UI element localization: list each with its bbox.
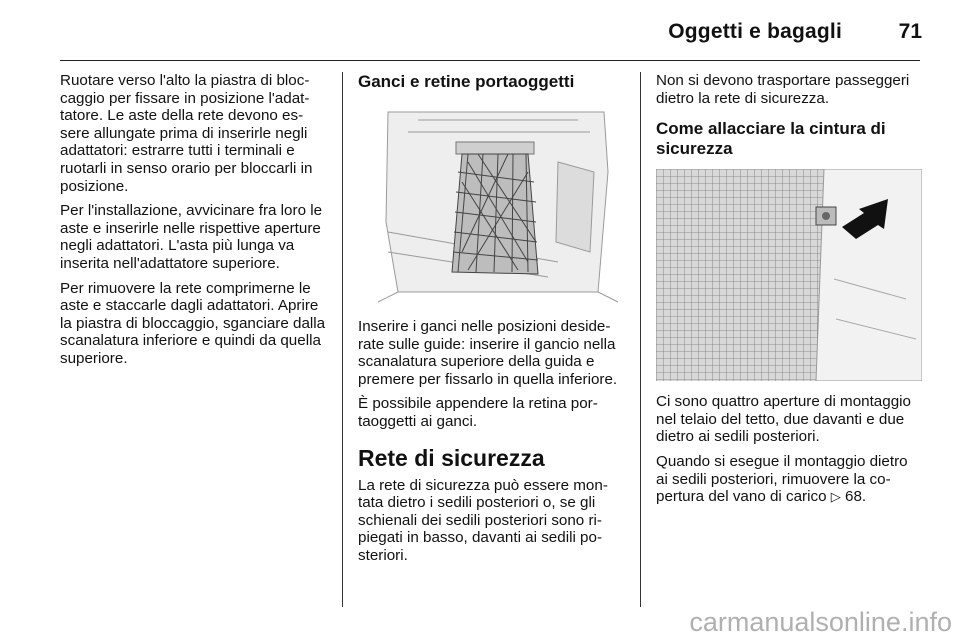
paragraph: Non si devono trasportare passeggeri dietro la rete di sicurezza. bbox=[656, 72, 910, 107]
paragraph-text: Quando si esegue il montaggio dietro ai sedili posteriori, rimuovere la copertura del vano di carico bbox=[656, 452, 908, 506]
subsection-heading: Ganci e retine portaoggetti bbox=[358, 72, 575, 91]
watermark: carmanualsonline.info bbox=[689, 607, 952, 637]
paragraph: Ruotare verso l'alto la piastra di bloccaggio per fissare in posizione l'adattatore. Le aste della rete devono essere allungate prima di inserirle negli adattatori: estrarre tutti i terminali e ruotarli in senso orario per bloccarli in posizione. bbox=[60, 72, 313, 195]
page-number: 71 bbox=[898, 20, 922, 43]
paragraph: È possibile appendere la retina portaoggetti ai ganci. bbox=[358, 395, 598, 430]
header-divider bbox=[60, 60, 920, 61]
column-3 bbox=[656, 72, 922, 513]
paragraph: Inserire i ganci nelle posizioni desiderate sulle guide: inserire il gancio nella scanalatura superiore della guida e premere per fissarlo in quella inferiore. bbox=[358, 318, 618, 388]
section-heading: Rete di sicurezza bbox=[358, 444, 545, 471]
paragraph: Per l'installazione, avvicinare fra loro le aste e inserirle nelle rispettive aperture negli adattatori. L'asta più lunga va inserita nell'adattatore superiore. bbox=[60, 202, 323, 272]
column-divider-2 bbox=[640, 72, 641, 607]
column-2 bbox=[358, 72, 624, 572]
page-header bbox=[0, 0, 960, 62]
page-reference[interactable]: 68. bbox=[845, 488, 867, 506]
paragraph: La rete di sicurezza può essere montata dietro i sedili posteriori o, se gli schienali dei sedili posteriori sono ripiegati in basso, davanti ai sedili posteriori. bbox=[358, 476, 608, 564]
paragraph: Per rimuovere la rete comprimerne le aste e staccarle dagli adattatori. Aprire la piastra di bloccaggio, sganciare dalla scanalatura inferiore e quindi da quella superiore. bbox=[60, 279, 326, 367]
safety-net-mounting-illustration bbox=[656, 169, 922, 381]
subsection-heading: Come allacciare la cintura di sicurezza bbox=[656, 119, 886, 159]
header-title: Oggetti e bagagli bbox=[668, 20, 842, 43]
paragraph: Ci sono quattro aperture di montaggio nel telaio del tetto, due davanti e due dietro ai sedili posteriori. bbox=[656, 393, 911, 446]
arrow-right-icon: ▷ bbox=[830, 489, 841, 505]
cargo-net-illustration bbox=[358, 102, 624, 306]
column-divider-1 bbox=[342, 72, 343, 607]
paragraph bbox=[656, 453, 922, 506]
column-1 bbox=[60, 72, 326, 375]
